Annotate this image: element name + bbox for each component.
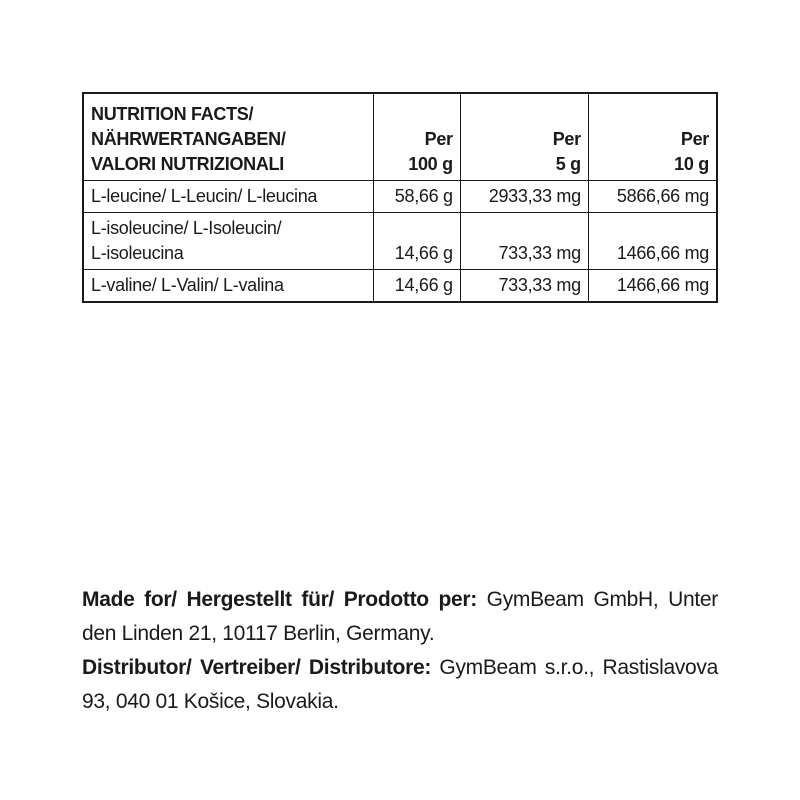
header-per-100g bbox=[373, 93, 460, 181]
header-title-line: VALORI NUTRIZIONALI bbox=[91, 154, 284, 174]
distributor-paragraph bbox=[82, 651, 718, 719]
row-name-line: L-valine/ L-Valin/ L-valina bbox=[91, 275, 284, 295]
row-valine-per-10g: 1466,66 mg bbox=[588, 270, 717, 303]
made-for-label: Made for/ Hergestellt für/ Prodotto per: bbox=[82, 588, 477, 611]
table-header-row bbox=[83, 93, 717, 181]
table-row bbox=[83, 181, 717, 213]
header-title-line: NÄHRWERTANGABEN/ bbox=[91, 129, 286, 149]
header-title-line: NUTRITION FACTS/ bbox=[91, 104, 254, 124]
header-per-label: Per bbox=[552, 129, 581, 149]
header-amount: 100 g bbox=[408, 154, 453, 174]
header-per-label: Per bbox=[680, 129, 709, 149]
made-for-address: GymBeam GmbH, Unter den Linden 21, 10117 Berlin, Germany. bbox=[82, 588, 718, 645]
header-per-label: Per bbox=[424, 129, 453, 149]
manufacturer-info bbox=[82, 583, 718, 719]
table-row bbox=[83, 213, 717, 270]
row-isoleucine-per-5g: 733,33 mg bbox=[460, 213, 588, 270]
row-name-line: L-leucine/ L-Leucin/ L-leucina bbox=[91, 186, 318, 206]
row-valine-per-100g: 14,66 g bbox=[373, 270, 460, 303]
row-leucine-per-100g: 58,66 g bbox=[373, 181, 460, 213]
header-per-5g bbox=[460, 93, 588, 181]
row-name-line: L-isoleucine/ L-Isoleucin/ bbox=[91, 218, 282, 238]
row-valine-name bbox=[83, 270, 373, 303]
row-name-line: L-isoleucina bbox=[91, 243, 184, 263]
row-valine-per-5g: 733,33 mg bbox=[460, 270, 588, 303]
table-row bbox=[83, 270, 717, 303]
row-isoleucine-name bbox=[83, 213, 373, 270]
distributor-label: Distributor/ Vertreiber/ Distributore: bbox=[82, 656, 432, 679]
row-leucine-per-5g: 2933,33 mg bbox=[460, 181, 588, 213]
row-isoleucine-per-100g: 14,66 g bbox=[373, 213, 460, 270]
header-title bbox=[83, 93, 373, 181]
header-per-10g bbox=[588, 93, 717, 181]
header-amount: 5 g bbox=[555, 154, 581, 174]
nutrition-facts-table bbox=[82, 92, 718, 303]
row-leucine-name bbox=[83, 181, 373, 213]
header-amount: 10 g bbox=[674, 154, 709, 174]
row-leucine-per-10g: 5866,66 mg bbox=[588, 181, 717, 213]
row-isoleucine-per-10g: 1466,66 mg bbox=[588, 213, 717, 270]
distributor-address: GymBeam s.r.o., Rastislavova 93, 040 01 Košice, Slovakia. bbox=[82, 656, 718, 713]
made-for-paragraph bbox=[82, 583, 718, 651]
